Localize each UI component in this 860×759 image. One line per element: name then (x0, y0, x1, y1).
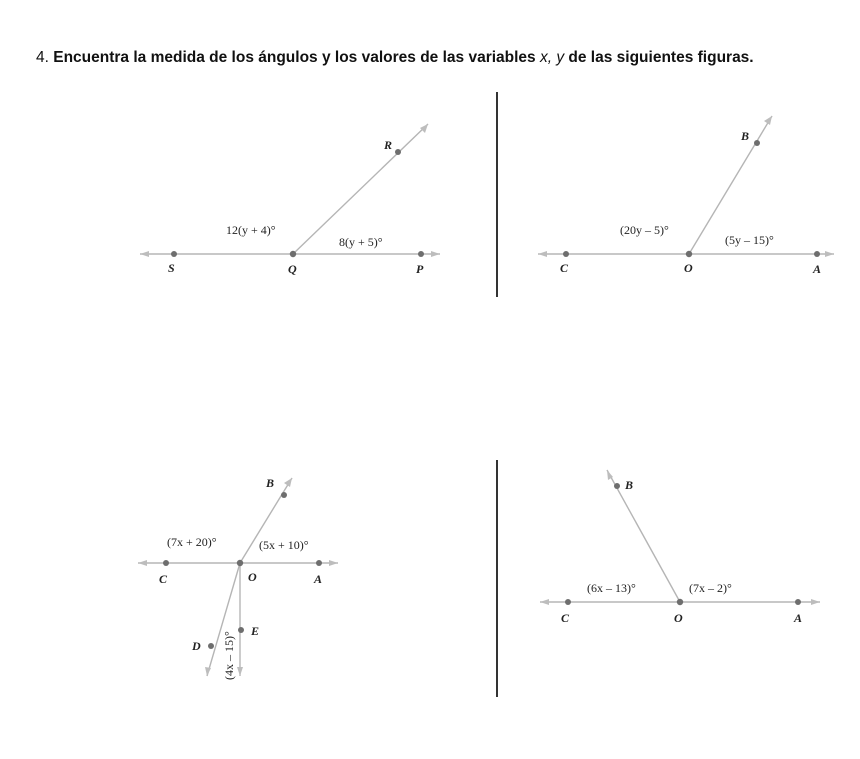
point-a (795, 599, 801, 605)
variable-y: y (556, 49, 565, 66)
label-q: Q (288, 262, 297, 276)
point-s (171, 251, 177, 257)
question-text-part-1: Encuentra la medida de los ángulos y los valores de las variables (53, 49, 540, 66)
arrowhead-left (540, 599, 549, 605)
point-b (281, 492, 287, 498)
label-p: P (416, 262, 424, 276)
angle-doe-label: (4x – 15)° (222, 631, 236, 680)
label-s: S (168, 261, 175, 275)
figure-3 (138, 476, 338, 680)
label-o: O (248, 570, 257, 584)
point-e (238, 627, 244, 633)
point-o (677, 599, 683, 605)
arrowhead-right (329, 560, 338, 566)
label-c: C (159, 572, 168, 586)
label-a: A (314, 572, 323, 586)
label-b: B (625, 478, 634, 492)
point-r (395, 149, 401, 155)
label-c: C (561, 611, 570, 625)
point-a (316, 560, 322, 566)
point-c (565, 599, 571, 605)
label-o: O (674, 611, 683, 625)
angle-cob-label: (7x + 20)° (167, 535, 217, 549)
question-number: 4. (36, 49, 49, 66)
label-b: B (741, 129, 750, 143)
variable-x: x, (539, 49, 553, 66)
angle-boa-label: (5x + 10)° (259, 538, 309, 552)
point-c (163, 560, 169, 566)
arrowhead-right (825, 251, 834, 257)
point-o (237, 560, 243, 566)
label-e: E (251, 624, 260, 638)
angle-cob-label: (20y – 5)° (620, 223, 669, 237)
angle-boa-label: (7x – 2)° (689, 581, 732, 595)
arrowhead-ray-e (237, 667, 243, 676)
figure-1 (140, 124, 440, 276)
label-d: D (192, 639, 201, 653)
point-d (208, 643, 214, 649)
point-c (563, 251, 569, 257)
label-a: A (794, 611, 803, 625)
question-text-part-2: de las siguientes figuras. (564, 49, 754, 66)
arrowhead-left (138, 560, 147, 566)
arrowhead-right (811, 599, 820, 605)
label-a: A (813, 262, 822, 276)
arrowhead-ray-b (284, 478, 292, 487)
arrowhead-ray (764, 116, 772, 125)
angle-boa-label: (5y – 15)° (725, 233, 774, 247)
point-q (290, 251, 296, 257)
label-o: O (684, 261, 693, 275)
angle-cob-label: (6x – 13)° (587, 581, 636, 595)
point-a (814, 251, 820, 257)
arrowhead-left (538, 251, 547, 257)
angle-sqr-label: 12(y + 4)° (226, 223, 276, 237)
label-c: C (560, 261, 569, 275)
angle-rqp-label: 8(y + 5)° (339, 235, 383, 249)
arrowhead-right (431, 251, 440, 257)
figure-2 (538, 116, 834, 276)
figure-4 (540, 470, 820, 625)
label-b: B (266, 476, 275, 490)
label-r: R (384, 138, 393, 152)
point-o (686, 251, 692, 257)
point-b (614, 483, 620, 489)
arrowhead-ray (420, 124, 428, 133)
arrowhead-left (140, 251, 149, 257)
point-p (418, 251, 424, 257)
point-b (754, 140, 760, 146)
